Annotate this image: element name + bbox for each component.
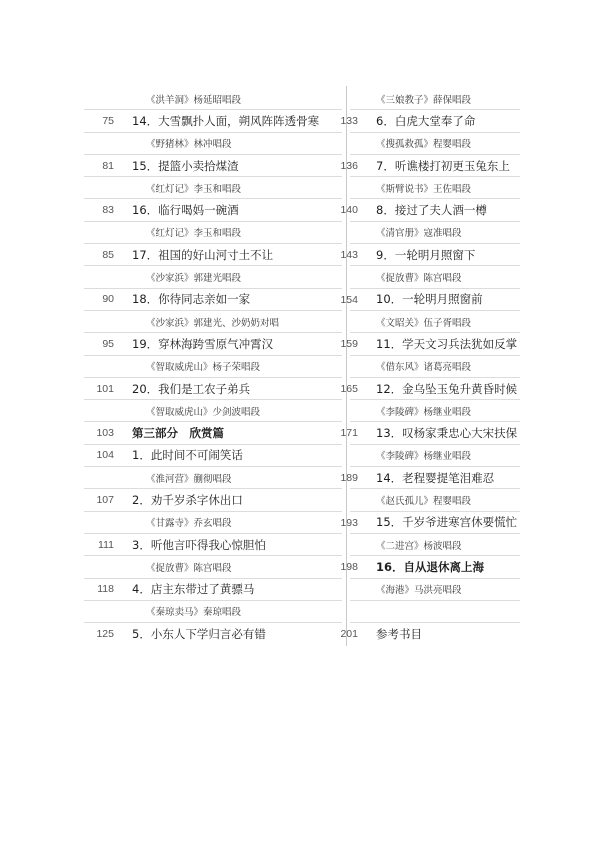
toc-entry-source: [84, 556, 342, 578]
toc-entry: [84, 422, 342, 444]
page-number: 165: [340, 382, 358, 395]
entry-title: 1．此时间不可闹笑话: [132, 448, 243, 463]
toc-entry: [350, 422, 520, 444]
page-number: 103: [96, 427, 114, 440]
toc-entry-source: [350, 489, 520, 511]
entry-title: 17．祖国的好山河寸土不让: [132, 247, 274, 262]
toc-entry-source: [84, 177, 342, 199]
toc-entry-source: [84, 88, 342, 110]
toc-entry-source: [84, 133, 342, 155]
toc-entry-source: [350, 177, 520, 199]
page-number: 154: [340, 293, 358, 306]
entry-source-text: 《捉放曹》陈宫唱段: [376, 273, 462, 285]
entry-title: 3．听他言吓得我心惊胆怕: [132, 537, 266, 552]
entry-source-text: 《李陵碑》杨继业唱段: [376, 451, 472, 463]
toc-entry: [350, 378, 520, 400]
toc-entry-source: [84, 512, 342, 534]
page-number: 189: [340, 472, 358, 485]
entry-source-text: 《搜孤救孤》程婴唱段: [376, 139, 472, 151]
page-number: 101: [96, 382, 114, 395]
entry-source-text: 《李陵碑》杨继业唱段: [376, 406, 472, 418]
toc-entry: [350, 155, 520, 177]
toc-entry-source: [350, 266, 520, 288]
entry-title: 7．听谯楼打初更玉兔东上: [376, 158, 510, 173]
toc-entry: [84, 333, 342, 355]
toc-entry-source: [84, 601, 342, 623]
toc-entry: [84, 623, 342, 645]
entry-source-text: 《捉放曹》陈宫唱段: [146, 562, 232, 574]
entry-title: 9．一轮明月照窗下: [376, 247, 476, 262]
toc-entry: [84, 445, 342, 467]
entry-title: 第三部分 欣赏篇: [132, 426, 224, 441]
page-number: 104: [96, 449, 114, 462]
toc-entry-source: [84, 400, 342, 422]
entry-title: 参考书目: [376, 627, 422, 642]
entry-title: 13．叹杨家秉忠心大宋扶保: [376, 426, 518, 441]
entry-source-text: 《赵氏孤儿》程婴唱段: [376, 495, 472, 507]
toc-entry-source: [350, 445, 520, 467]
entry-title: 5．小东人下学归言必有错: [132, 627, 266, 642]
toc-entry-source: [350, 88, 520, 110]
toc-entry-source: [84, 266, 342, 288]
toc-entry: [350, 333, 520, 355]
entry-source-text: 《红灯记》李玉和唱段: [146, 183, 242, 195]
entry-title: 6．白虎大堂奉了命: [376, 113, 476, 128]
toc-entry-source: [350, 311, 520, 333]
toc-right-column: [350, 88, 520, 645]
entry-source-text: 《清官册》寇准唱段: [376, 228, 462, 240]
entry-title: 14．大雪飘扑人面，朔风阵阵透骨寒: [132, 113, 320, 128]
toc-entry: [84, 579, 342, 601]
entry-source-text: 《海港》马洪亮唱段: [376, 585, 462, 597]
entry-title: 12．金乌坠玉兔升黄昏时候: [376, 381, 518, 396]
toc-entry: [84, 489, 342, 511]
entry-title: 8．接过了夫人酒一樽: [376, 203, 487, 218]
entry-title: 20．我们是工农子弟兵: [132, 381, 251, 396]
toc-entry: [350, 467, 520, 489]
toc-entry: [350, 110, 520, 132]
page-number: 95: [102, 337, 114, 350]
toc-entry-source: [350, 222, 520, 244]
entry-title: 16．临行喝妈一碗酒: [132, 203, 239, 218]
entry-source-text: 《红灯记》李玉和唱段: [146, 228, 242, 240]
page-number: 90: [102, 293, 114, 306]
page-number: 85: [102, 248, 114, 261]
toc-entry: [84, 110, 342, 132]
toc-entry: [84, 534, 342, 556]
page-number: 198: [340, 561, 358, 574]
entry-source-text: 《洪羊洞》杨延昭唱段: [146, 94, 242, 106]
toc-entry: [84, 199, 342, 221]
toc-entry-source: [84, 222, 342, 244]
toc-entry-source: [84, 311, 342, 333]
toc-entry-source: [84, 467, 342, 489]
entry-title: 2．劝千岁杀字休出口: [132, 492, 243, 507]
page-number: 159: [340, 338, 358, 351]
page-number: 81: [102, 159, 114, 172]
entry-source-text: 《野猪林》林冲唱段: [146, 139, 232, 151]
toc-entry: [84, 155, 342, 177]
toc-entry-source: [350, 356, 520, 378]
entry-source-text: 《淮河营》蒯彻唱段: [146, 473, 232, 485]
toc-entry-source: [350, 579, 520, 601]
page-number: 143: [340, 249, 358, 262]
page-number: 133: [340, 115, 358, 128]
page-number: 107: [96, 493, 114, 506]
toc-entry: [350, 199, 520, 221]
toc-entry: [84, 378, 342, 400]
entry-source-text: 《智取威虎山》少剑波唱段: [146, 406, 261, 418]
toc-entry: [350, 601, 520, 623]
page-number: 193: [340, 516, 358, 529]
entry-source-text: 《文昭关》伍子胥唱段: [376, 317, 472, 329]
toc-entry-source: [350, 133, 520, 155]
toc-entry: [350, 244, 520, 266]
entry-title: 11．学天文习兵法犹如反掌: [376, 336, 518, 351]
page-number: 136: [340, 159, 358, 172]
toc-entry: [350, 289, 520, 311]
entry-source-text: 《二进宫》杨波唱段: [376, 540, 462, 552]
page-number: 75: [102, 114, 114, 127]
entry-source-text: 《斯臂说书》王佐唱段: [376, 183, 472, 195]
entry-source-text: 《沙家浜》郭建光、沙奶奶对唱: [146, 317, 280, 329]
entry-source-text: 《甘露寺》乔玄唱段: [146, 518, 232, 530]
toc-entry: [84, 244, 342, 266]
entry-title: 15．千岁爷进寒宫休要慌忙: [376, 515, 518, 530]
toc-entry: [84, 289, 342, 311]
toc-entry: [350, 623, 520, 645]
page-number: 140: [340, 204, 358, 217]
page-number: 171: [340, 427, 358, 440]
entry-source-text: 《三娘教子》薛保唱段: [376, 94, 472, 106]
page-number: 125: [96, 628, 114, 641]
entry-title: 16．自从退休离上海: [376, 559, 485, 574]
toc-entry: [350, 556, 520, 578]
entry-source-text: 《秦琼卖马》秦琼唱段: [146, 607, 242, 619]
entry-source-text: 《智取威虎山》杨子荣唱段: [146, 362, 261, 374]
toc-entry-source: [350, 534, 520, 556]
page-number: 201: [340, 628, 358, 641]
entry-title: 10．一轮明月照窗前: [376, 292, 483, 307]
page-number: 83: [102, 204, 114, 217]
page-number: 118: [97, 583, 114, 596]
entry-title: 15．提篮小卖拾煤渣: [132, 158, 239, 173]
entry-title: 19．穿林海跨雪原气冲霄汉: [132, 336, 274, 351]
page-number: 111: [98, 538, 114, 551]
toc-entry-source: [84, 356, 342, 378]
toc-entry-source: [350, 400, 520, 422]
entry-title: 4．店主东带过了黄骠马: [132, 582, 255, 597]
entry-title: 18．你待同志亲如一家: [132, 292, 251, 307]
toc-entry: [350, 512, 520, 534]
entry-title: 14．老程婴提笔泪难忍: [376, 470, 495, 485]
entry-source-text: 《借东风》诸葛亮唱段: [376, 362, 472, 374]
toc-left-column: [84, 88, 342, 645]
entry-source-text: 《沙家浜》郭建光唱段: [146, 273, 242, 285]
